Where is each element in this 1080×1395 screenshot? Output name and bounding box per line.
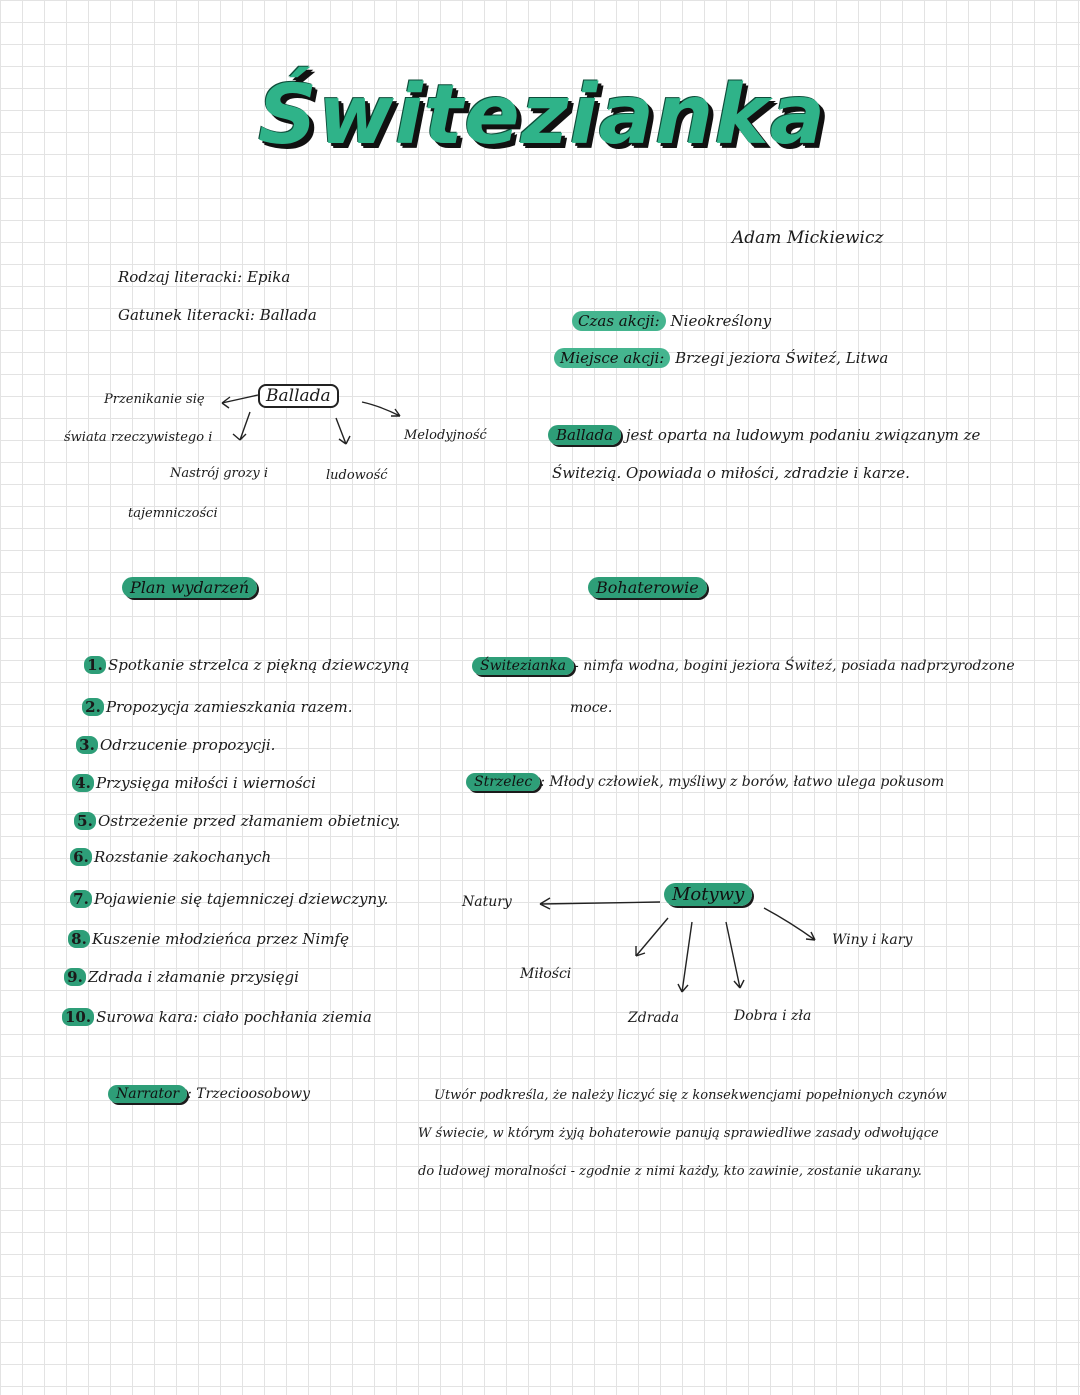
hero-switezianka-desc2: moce. [570,700,613,716]
plan-item: 6. Rozstanie zakochanych [70,848,271,866]
arrow-ballada-left [222,395,258,408]
ballada-branch-nastroj: Nastrój grozy i [170,466,269,481]
ballada-highlight: Ballada [548,425,621,445]
ballada-branch-tajemniczosc: tajemniczości [128,506,218,521]
rodzaj-value: Epika [246,268,291,286]
page-title: Świtezianka [258,68,827,163]
czas-label: Czas akcji: [572,311,666,331]
hero-strzelec-desc: : Młody człowiek, myśliwy z borów, łatwo ulega pokusom [540,774,945,790]
czas-value: Nieokreślony [670,312,772,330]
summary-line1: Utwór podkreśla, że należy liczyć się z konsekwencjami popełnionych czynów [434,1088,947,1103]
plan-item: 3. Odrzucenie propozycji. [76,736,275,754]
miejsce-akcji [554,349,888,367]
arrow-motywy-down-left [636,918,668,956]
hero-strzelec-name: Strzelec [466,773,540,791]
motif-natury: Natury [462,894,512,910]
hero-switezianka [472,658,1015,674]
ballada-node: Ballada [258,384,339,408]
plan-item: 5. Ostrzeżenie przed złamaniem obietnicy. [74,812,400,830]
motif-dobra-i-zla: Dobra i zła [734,1008,812,1024]
arrow-ballada-right [362,402,400,416]
plan-item: 10. Surowa kara: ciało pochłania ziemia [62,1008,372,1026]
motif-zdrada: Zdrada [628,1010,680,1026]
ballad-desc-text1: jest oparta na ludowym podaniu związanym ze [625,426,981,444]
narrator-label: Narrator [108,1085,187,1103]
summary-line2: W świecie, w którym żyją bohaterowie panują sprawiedliwe zasady odwołujące [418,1126,939,1141]
plan-item: 1. Spotkanie strzelca z piękną dziewczyną [84,656,409,674]
gatunek-label: Gatunek literacki: [118,306,255,324]
ballada-branch-swiata: świata rzeczywistego i [64,430,213,445]
miejsce-label: Miejsce akcji: [554,348,670,368]
heroes-heading-label: Bohaterowie [588,577,707,598]
arrow-motywy-left [540,898,660,909]
motywy-label: Motywy [664,883,752,906]
motif-winy-i-kary: Winy i kary [832,932,913,948]
gatunek-value: Ballada [259,306,317,324]
arrow-motywy-down-right [726,922,744,988]
arrow-ballada-down [336,418,350,444]
rodzaj-label: Rodzaj literacki: [118,268,243,286]
motywy-node [664,884,752,905]
genre-gatunek [118,306,317,324]
arrow-motywy-right [764,908,815,940]
plan-heading [122,578,257,597]
ballada-branch-ludowosc: ludowość [326,468,388,483]
author: Adam Mickiewicz [732,228,884,248]
plan-item: 9. Zdrada i złamanie przysięgi [64,968,299,986]
summary-line3: do ludowej moralności - zgodnie z nimi każdy, kto zawinie, zostanie ukarany. [418,1164,922,1179]
motif-milosci: Miłości [520,966,572,982]
plan-item: 8. Kuszenie młodzieńca przez Nimfę [68,930,349,948]
miejsce-value: Brzegi jeziora Świteź, Litwa [675,349,889,367]
ballada-branch-melodyjnosc: Melodyjność [404,428,487,443]
plan-item: 7. Pojawienie się tajemniczej dziewczyny. [70,890,388,908]
czas-akcji [572,312,771,330]
arrow-motywy-down-mid [678,922,692,992]
ballad-desc-line1 [548,426,980,444]
plan-item: 4. Przysięga miłości i wierności [72,774,316,792]
ballada-branch-przenikanie: Przenikanie się [104,392,205,407]
arrow-ballada-down-left [233,412,250,440]
heroes-heading [588,578,707,597]
ballad-desc-line2: Świtezią. Opowiada o miłości, zdradzie i karze. [552,464,910,482]
plan-heading-label: Plan wydarzeń [122,577,257,598]
genre-rodzaj [118,268,290,286]
narrator [108,1086,310,1102]
hero-switezianka-name: Świtezianka [472,657,574,675]
narrator-value: : Trzecioosobowy [187,1086,311,1102]
plan-item: 2. Propozycja zamieszkania razem. [82,698,353,716]
hero-strzelec [466,774,944,790]
hero-switezianka-desc: - nimfa wodna, bogini jeziora Świteź, posiada nadprzyrodzone [574,658,1015,674]
